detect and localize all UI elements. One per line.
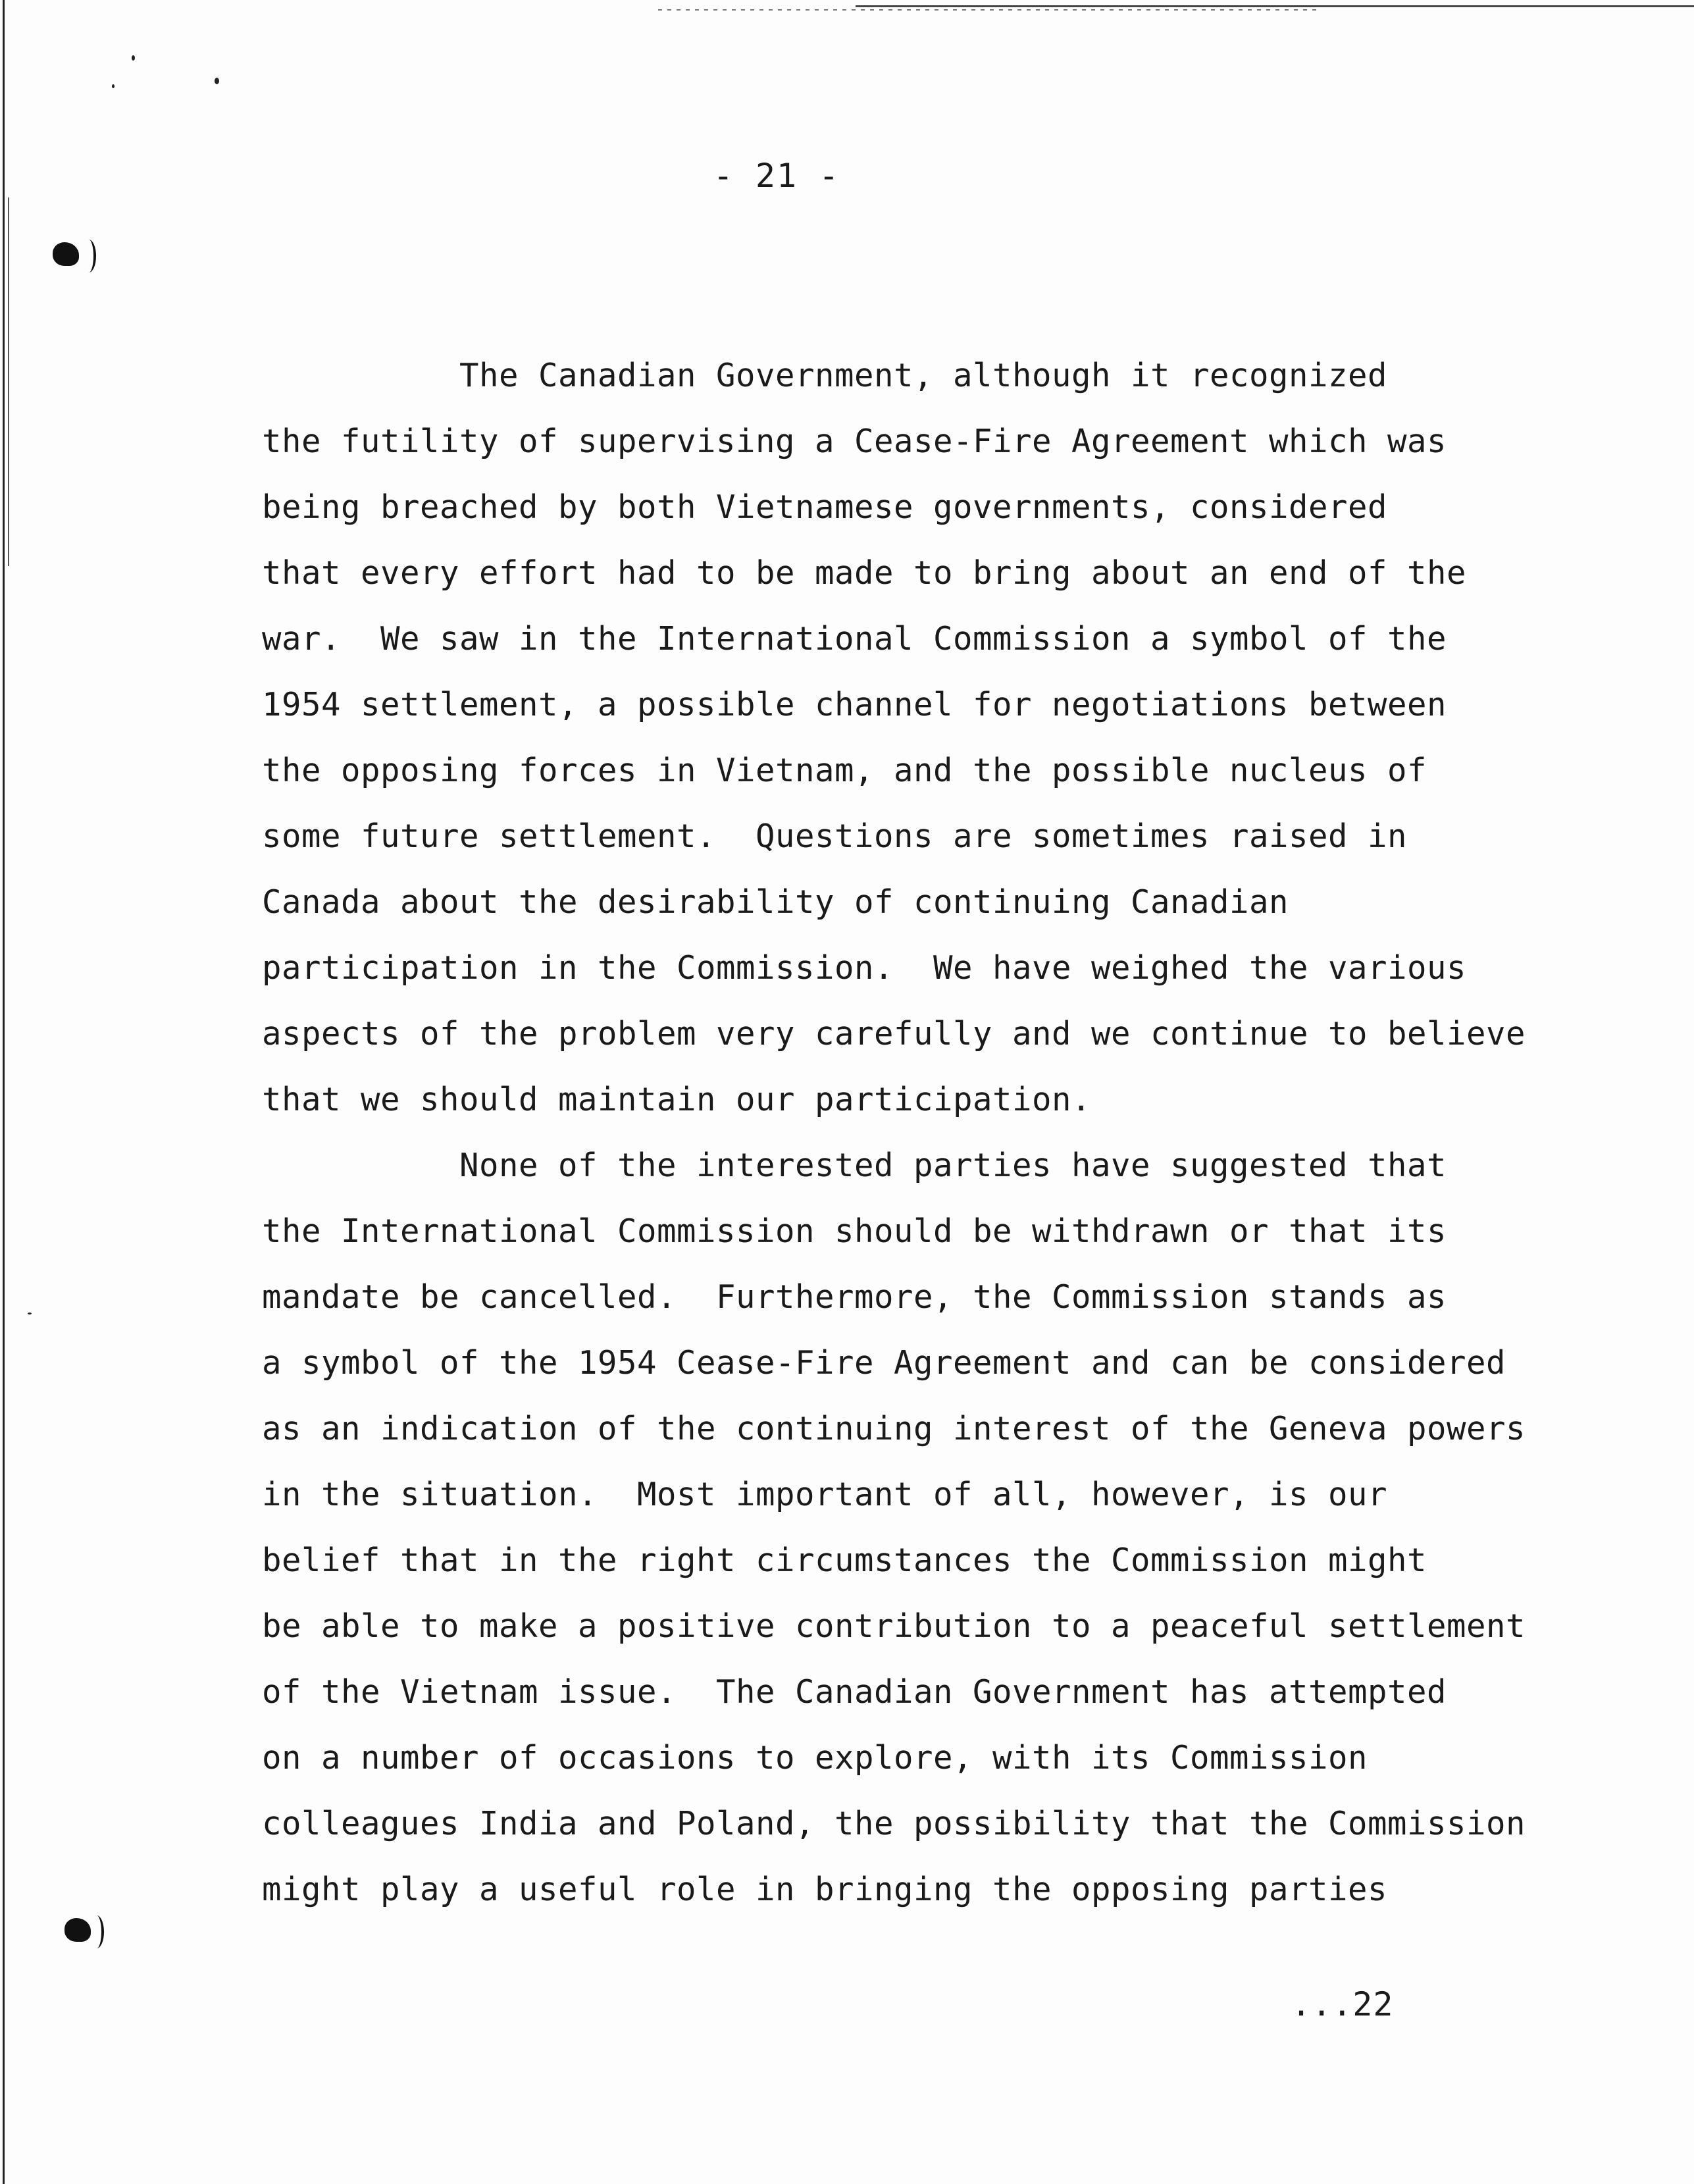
body-text: [262, 353, 1578, 1933]
paragraph-1-line: being breached by both Vietnamese governments, considered: [262, 488, 1388, 526]
top-edge-dashes: [658, 9, 1316, 11]
paragraph-2-line: be able to make a positive contribution to a peaceful settlement: [262, 1607, 1526, 1645]
binding-edge: [3, 0, 5, 2184]
binding-edge-shadow: [8, 197, 9, 566]
paragraph-2-line: mandate be cancelled. Furthermore, the Commission stands as: [262, 1278, 1447, 1316]
continuation-marker: ...22: [1291, 1985, 1394, 2023]
paragraph-2-line: of the Vietnam issue. The Canadian Government has attempted: [262, 1673, 1447, 1711]
paragraph-2-line: as an indication of the continuing interest of the Geneva powers: [262, 1410, 1526, 1447]
scan-speck: [28, 1313, 32, 1314]
paragraph-1-line: participation in the Commission. We have weighed the various: [262, 949, 1467, 987]
paragraph-1-line: The Canadian Government, although it recognized: [459, 357, 1388, 394]
paragraph-2-line: the International Commission should be withdrawn or that its: [262, 1212, 1447, 1250]
paragraph-2-line: belief that in the right circumstances the Commission might: [262, 1542, 1427, 1579]
paragraph-1-line: the opposing forces in Vietnam, and the possible nucleus of: [262, 752, 1427, 789]
paragraph-1-line: Canada about the desirability of continuing Canadian: [262, 883, 1289, 921]
paragraph-1-line: war. We saw in the International Commission a symbol of the: [262, 620, 1447, 658]
paragraph-1-line: 1954 settlement, a possible channel for negotiations between: [262, 686, 1447, 723]
paragraph-1-line: that every effort had to be made to bring about an end of the: [262, 554, 1467, 592]
paragraph-2-line: colleagues India and Poland, the possibility that the Commission: [262, 1805, 1526, 1842]
page-number: - 21 -: [713, 157, 840, 195]
paragraph-2-line: on a number of occasions to explore, with its Commission: [262, 1739, 1368, 1777]
paragraph-1-line: aspects of the problem very carefully and we continue to believe: [262, 1015, 1526, 1053]
punch-hole-mark-icon: [64, 1918, 91, 1942]
paragraph-1-line: the futility of supervising a Cease-Fire Agreement which was: [262, 423, 1447, 460]
top-edge: [856, 5, 1694, 7]
paragraph-2-line: a symbol of the 1954 Cease-Fire Agreement and can be considered: [262, 1344, 1506, 1382]
paragraph-1-line: some future settlement. Questions are sometimes raised in: [262, 818, 1408, 855]
punch-hole-mark-icon: [53, 242, 79, 266]
paragraph-2-line: None of the interested parties have suggested that: [459, 1147, 1447, 1184]
scan-speck: [132, 55, 135, 61]
paragraph-2-line: might play a useful role in bringing the opposing parties: [262, 1871, 1388, 1908]
scan-speck: [215, 78, 219, 84]
punch-hole-shadow-icon: [90, 1915, 104, 1948]
scan-speck: [112, 84, 115, 88]
paragraph-2-line: in the situation. Most important of all, however, is our: [262, 1476, 1388, 1513]
paragraph-1-line: that we should maintain our participation.: [262, 1081, 1092, 1118]
punch-hole-shadow-icon: [82, 240, 96, 273]
